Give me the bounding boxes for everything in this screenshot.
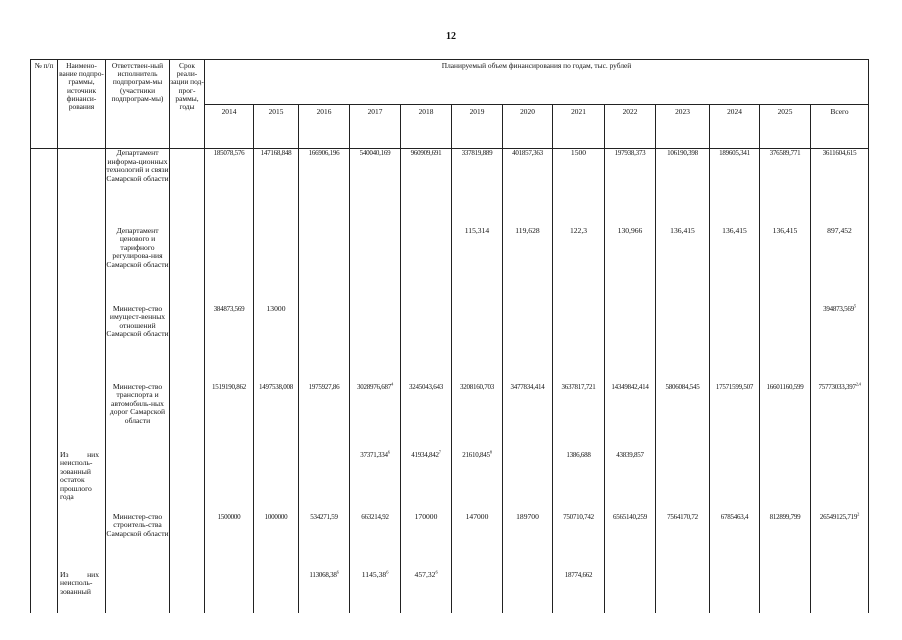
value-text: 43839,857 bbox=[616, 450, 644, 459]
footnote-mark: 7 bbox=[438, 449, 441, 455]
footnote-mark: 2,4 bbox=[855, 381, 861, 387]
footnote-mark: 5 bbox=[853, 303, 856, 309]
cell-value bbox=[350, 513, 401, 571]
cell-term bbox=[170, 451, 205, 513]
value-text: 185078,576 bbox=[213, 149, 245, 157]
cell-value bbox=[299, 149, 350, 227]
cell-value bbox=[553, 227, 605, 305]
cell-total bbox=[811, 305, 869, 383]
cell-value bbox=[710, 227, 760, 305]
cell-value bbox=[299, 451, 350, 513]
cell-total bbox=[811, 227, 869, 305]
cell-value bbox=[760, 451, 811, 513]
cell-value bbox=[452, 451, 503, 513]
value-text: 663214,92 bbox=[361, 512, 389, 521]
cell-value bbox=[350, 305, 401, 383]
value-text: 16601160,599 bbox=[766, 382, 804, 391]
footnote-mark: 6 bbox=[386, 569, 389, 575]
cell-value bbox=[553, 571, 605, 613]
cell-value bbox=[710, 571, 760, 613]
cell-value bbox=[299, 305, 350, 383]
value-text: 136,415 bbox=[670, 225, 695, 235]
value-text: 376589,771 bbox=[769, 149, 801, 157]
value-text: 394873,569 bbox=[823, 304, 854, 313]
cell-total bbox=[811, 571, 869, 613]
cell-value bbox=[605, 227, 656, 305]
value-text: 3208160,703 bbox=[460, 382, 494, 391]
cell-num bbox=[31, 149, 58, 227]
value-text: 540040,169 bbox=[359, 149, 391, 157]
value-text: 337819,889 bbox=[461, 149, 493, 157]
cell-num bbox=[31, 227, 58, 305]
value-text: 750710,742 bbox=[563, 512, 594, 521]
cell-value bbox=[710, 305, 760, 383]
cell-value bbox=[710, 149, 760, 227]
cell-value bbox=[503, 451, 553, 513]
table-body bbox=[31, 149, 869, 613]
footnote-mark: 2 bbox=[857, 511, 860, 517]
cell-executor: Департамент ценового и тарифного регулирова-ния Самарской области bbox=[106, 227, 170, 305]
footnote-mark: 8 bbox=[489, 449, 492, 455]
header-year: 2021 bbox=[553, 105, 605, 149]
cell-value bbox=[656, 513, 710, 571]
cell-value bbox=[656, 571, 710, 613]
name-word: них bbox=[87, 449, 99, 459]
cell-executor: Министер-ство транспорта и автомобиль-ных дорог Самарской области bbox=[106, 383, 170, 451]
cell-value bbox=[452, 305, 503, 383]
page-number: 12 bbox=[446, 31, 456, 42]
value-text: 75773033,397 bbox=[818, 382, 856, 391]
cell-term bbox=[170, 513, 205, 571]
cell-executor bbox=[106, 451, 170, 513]
cell-value bbox=[656, 451, 710, 513]
cell-value bbox=[299, 383, 350, 451]
cell-total bbox=[811, 149, 869, 227]
table-row bbox=[31, 149, 869, 227]
cell-value bbox=[553, 451, 605, 513]
value-text: 384873,569 bbox=[213, 304, 245, 313]
cell-value bbox=[254, 571, 299, 613]
cell-value bbox=[503, 383, 553, 451]
header-year: 2017 bbox=[350, 105, 401, 149]
cell-num bbox=[31, 451, 58, 513]
value-text: 3611604,615 bbox=[822, 149, 857, 157]
cell-term bbox=[170, 571, 205, 613]
cell-value bbox=[401, 451, 452, 513]
cell-value bbox=[205, 513, 254, 571]
value-text: 130,966 bbox=[617, 225, 643, 235]
cell-value bbox=[605, 305, 656, 383]
footnote-mark: 6 bbox=[387, 449, 390, 455]
cell-term bbox=[170, 383, 205, 451]
cell-total bbox=[811, 451, 869, 513]
value-text: 1500 bbox=[570, 148, 587, 157]
cell-value bbox=[401, 383, 452, 451]
cell-value bbox=[401, 149, 452, 227]
cell-value bbox=[710, 383, 760, 451]
value-text: 5806084,545 bbox=[665, 382, 700, 391]
cell-name bbox=[58, 571, 106, 613]
cell-value bbox=[299, 513, 350, 571]
value-text: 14349842,414 bbox=[611, 382, 649, 391]
cell-term bbox=[170, 227, 205, 305]
cell-value bbox=[452, 227, 503, 305]
cell-value bbox=[605, 513, 656, 571]
value-text: 3028976,687 bbox=[357, 382, 391, 391]
cell-value bbox=[452, 571, 503, 613]
name-word: Из bbox=[60, 569, 69, 579]
cell-executor: Департамент информа-ционных технологий и связи Самарской области bbox=[106, 149, 170, 227]
value-text: 6785463,4 bbox=[720, 512, 749, 521]
header-year: 2025 bbox=[760, 105, 811, 149]
cell-value bbox=[205, 149, 254, 227]
value-text: 1975927,86 bbox=[308, 382, 340, 391]
cell-value bbox=[401, 305, 452, 383]
cell-value bbox=[760, 571, 811, 613]
cell-value bbox=[553, 149, 605, 227]
value-text: 26549125,719 bbox=[819, 512, 858, 521]
cell-executor: Министер-ство строитель-ства Самарской области bbox=[106, 513, 170, 571]
footnote-mark: 6 bbox=[336, 569, 339, 575]
cell-value bbox=[205, 451, 254, 513]
cell-value bbox=[503, 227, 553, 305]
cell-value bbox=[503, 513, 553, 571]
cell-total bbox=[811, 513, 869, 571]
name-word: Из bbox=[60, 449, 69, 459]
cell-value bbox=[205, 383, 254, 451]
value-text: 1497538,008 bbox=[259, 382, 293, 391]
cell-name bbox=[58, 149, 106, 227]
cell-value bbox=[350, 571, 401, 613]
header-year: 2018 bbox=[401, 105, 452, 149]
cell-term bbox=[170, 149, 205, 227]
name-rest: неисполь-зованный остаток прошлого года bbox=[60, 458, 93, 502]
funding-table bbox=[30, 59, 869, 613]
table-row bbox=[31, 571, 869, 613]
value-text: 106190,398 bbox=[667, 149, 698, 157]
value-text: 122,3 bbox=[569, 225, 588, 235]
value-text: 812899,799 bbox=[769, 512, 801, 521]
cell-value bbox=[350, 451, 401, 513]
value-text: 13000 bbox=[266, 303, 286, 313]
cell-value bbox=[605, 383, 656, 451]
cell-value bbox=[553, 513, 605, 571]
cell-value bbox=[254, 305, 299, 383]
cell-value bbox=[401, 513, 452, 571]
cell-num bbox=[31, 513, 58, 571]
value-text: 21610,845 bbox=[462, 450, 490, 459]
cell-value bbox=[656, 383, 710, 451]
cell-value bbox=[553, 383, 605, 451]
value-text: 534271,59 bbox=[310, 512, 338, 521]
cell-value bbox=[710, 513, 760, 571]
cell-term bbox=[170, 305, 205, 383]
header-name: Наимено-вание подпро-граммы, источник финанси-рования bbox=[58, 60, 106, 149]
cell-value bbox=[605, 571, 656, 613]
header-year: 2016 bbox=[299, 105, 350, 149]
cell-value bbox=[350, 227, 401, 305]
value-text: 7564170,72 bbox=[667, 512, 698, 521]
value-text: 18774,662 bbox=[564, 570, 593, 579]
cell-value bbox=[254, 451, 299, 513]
value-text: 166906,196 bbox=[308, 149, 340, 157]
value-text: 6565140,259 bbox=[613, 512, 647, 521]
value-text: 1386,688 bbox=[566, 450, 591, 459]
header-term: Срок реали-зации под-прог-раммы, годы bbox=[170, 60, 205, 149]
cell-value bbox=[605, 149, 656, 227]
header-year: 2022 bbox=[605, 105, 656, 149]
value-text: 3637817,721 bbox=[561, 382, 596, 391]
cell-value bbox=[254, 227, 299, 305]
cell-value bbox=[760, 383, 811, 451]
header-year: 2020 bbox=[503, 105, 553, 149]
value-text: 136,415 bbox=[772, 225, 798, 235]
cell-value bbox=[760, 305, 811, 383]
cell-name bbox=[58, 383, 106, 451]
cell-value bbox=[401, 571, 452, 613]
value-text: 1519190,862 bbox=[212, 382, 246, 391]
cell-name bbox=[58, 451, 106, 513]
header-num: № п/п bbox=[31, 60, 58, 149]
cell-value bbox=[605, 451, 656, 513]
value-text: 147168,848 bbox=[260, 149, 292, 157]
value-text: 189605,341 bbox=[719, 149, 750, 157]
value-text: 189700 bbox=[516, 511, 539, 521]
cell-value bbox=[254, 149, 299, 227]
cell-value bbox=[205, 305, 254, 383]
header-executor: Ответствен-ный исполнитель подпрограм-мы (участники подпрограм-мы) bbox=[106, 60, 170, 149]
cell-value bbox=[760, 513, 811, 571]
cell-executor: Министер-ство имущест-венных отношений Самарской области bbox=[106, 305, 170, 383]
value-text: 147000 bbox=[465, 511, 489, 521]
value-text: 1000000 bbox=[264, 512, 288, 521]
value-text: 960909,691 bbox=[410, 149, 442, 157]
cell-value bbox=[452, 383, 503, 451]
table-row bbox=[31, 451, 869, 513]
value-text: 119,628 bbox=[515, 225, 540, 235]
cell-value bbox=[760, 149, 811, 227]
name-word: них bbox=[87, 569, 99, 579]
cell-num bbox=[31, 383, 58, 451]
cell-value bbox=[760, 227, 811, 305]
value-text: 1145,38 bbox=[361, 569, 387, 579]
cell-total bbox=[811, 383, 869, 451]
cell-value bbox=[710, 451, 760, 513]
cell-value bbox=[205, 227, 254, 305]
table-row bbox=[31, 513, 869, 571]
cell-value bbox=[503, 571, 553, 613]
cell-value bbox=[350, 383, 401, 451]
cell-name bbox=[58, 513, 106, 571]
cell-value bbox=[299, 571, 350, 613]
value-text: 457,32 bbox=[414, 569, 436, 579]
cell-value bbox=[350, 149, 401, 227]
cell-value bbox=[205, 571, 254, 613]
header-year: 2015 bbox=[254, 105, 299, 149]
table-row bbox=[31, 305, 869, 383]
value-text: 3477834,414 bbox=[510, 382, 545, 391]
value-text: 897,452 bbox=[827, 225, 852, 235]
header-year: 2014 bbox=[205, 105, 254, 149]
value-text: 401857,363 bbox=[512, 149, 543, 157]
table-row bbox=[31, 383, 869, 451]
cell-value bbox=[452, 513, 503, 571]
cell-value bbox=[553, 305, 605, 383]
cell-executor bbox=[106, 571, 170, 613]
value-text: 3245043,643 bbox=[409, 382, 443, 391]
cell-value bbox=[401, 227, 452, 305]
cell-num bbox=[31, 571, 58, 613]
cell-num bbox=[31, 305, 58, 383]
cell-value bbox=[299, 227, 350, 305]
header-total: Всего bbox=[811, 105, 869, 149]
header-year: 2024 bbox=[710, 105, 760, 149]
cell-value bbox=[254, 513, 299, 571]
cell-value bbox=[656, 227, 710, 305]
cell-value bbox=[452, 149, 503, 227]
cell-value bbox=[656, 305, 710, 383]
cell-value bbox=[503, 305, 553, 383]
value-text: 41934,842 bbox=[411, 450, 439, 459]
footnote-mark: 6 bbox=[435, 569, 438, 575]
header-year: 2023 bbox=[656, 105, 710, 149]
table-row bbox=[31, 227, 869, 305]
cell-value bbox=[656, 149, 710, 227]
footnote-mark: 4 bbox=[391, 381, 393, 387]
value-text: 136,415 bbox=[722, 225, 747, 235]
cell-value bbox=[503, 149, 553, 227]
header-year: 2019 bbox=[452, 105, 503, 149]
value-text: 170000 bbox=[414, 511, 438, 521]
header-funding: Планируемый объем финансирования по годам, тыс. рублей bbox=[205, 60, 869, 105]
value-text: 1500000 bbox=[217, 512, 241, 521]
name-rest: неисполь-зованный bbox=[60, 578, 93, 596]
value-text: 115,314 bbox=[464, 225, 490, 235]
cell-name bbox=[58, 305, 106, 383]
value-text: 17571599,507 bbox=[715, 382, 754, 391]
value-text: 197938,373 bbox=[614, 149, 646, 157]
cell-name bbox=[58, 227, 106, 305]
value-text: 113068,38 bbox=[309, 570, 337, 579]
value-text: 37371,334 bbox=[360, 450, 388, 459]
cell-value bbox=[254, 383, 299, 451]
